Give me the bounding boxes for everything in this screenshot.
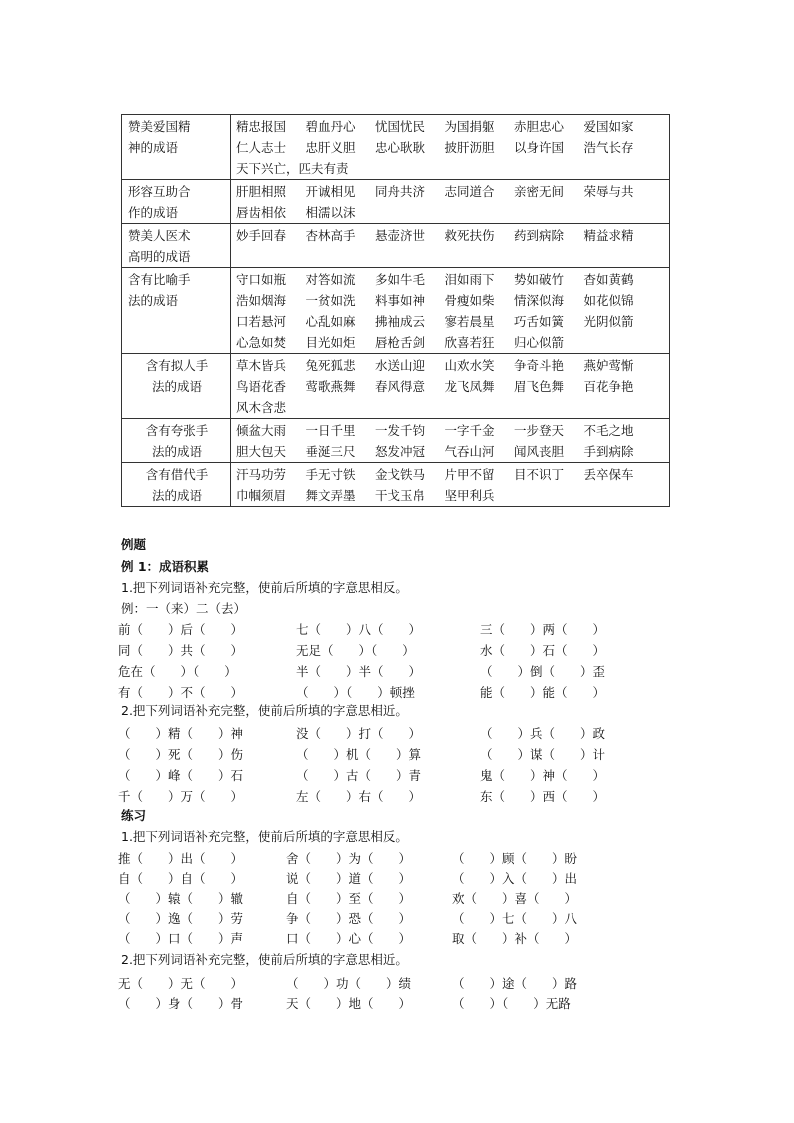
- idiom-item: 浩气长存: [583, 140, 634, 155]
- idiom-item: 以身许国: [514, 140, 565, 155]
- fill-in-item: 欢（ ）喜（ ）: [452, 891, 578, 906]
- idiom-item: 燕妒莺惭: [583, 358, 634, 373]
- idiom-item: 亲密无间: [514, 184, 565, 199]
- category-cell: [122, 180, 231, 224]
- category-label: 作的成语: [128, 205, 179, 220]
- idiom-item: 春风得意: [375, 379, 426, 394]
- fill-in-item: 自（ ）自（ ）: [118, 871, 244, 886]
- fill-in-item: 左（ ）右（ ）: [296, 789, 422, 804]
- fill-in-item: 说（ ）道（ ）: [286, 871, 412, 886]
- idiom-item: 碧血丹心: [305, 119, 356, 134]
- idiom-item: 兔死狐悲: [305, 358, 356, 373]
- idiom-item: 山欢水笑: [444, 358, 495, 373]
- idiom-item: 同舟共济: [375, 184, 426, 199]
- category-cell: [122, 463, 231, 507]
- category-label: 赞美人医术: [128, 228, 191, 243]
- idiom-item: 骨瘦如柴: [444, 293, 495, 308]
- fill-in-item: （ ）（ ）无路: [452, 996, 571, 1011]
- category-cell: [122, 224, 231, 268]
- idiom-item: 一发千钧: [375, 423, 426, 438]
- idiom-item: 天下兴亡，匹夫有责: [236, 161, 349, 176]
- question-2-instruction: 2.把下列词语补充完整，使前后所填的字意思相近。: [121, 703, 408, 718]
- idiom-item: 丢卒保车: [583, 467, 634, 482]
- idiom-table-row: [122, 224, 670, 268]
- fill-in-item: 危在（ ）（ ）: [118, 664, 237, 679]
- idiom-list-cell: [231, 180, 670, 224]
- idiom-item: 目光如炬: [305, 335, 356, 350]
- idiom-item: 巧舌如簧: [514, 314, 565, 329]
- idiom-item: 料事如神: [375, 293, 426, 308]
- idiom-item: 相濡以沫: [305, 205, 356, 220]
- fill-in-item: （ ）功（ ）绩: [286, 976, 412, 991]
- fill-in-item: 有（ ）不（ ）: [118, 685, 244, 700]
- idiom-item: 忠心耿耿: [375, 140, 426, 155]
- idiom-item: 归心似箭: [514, 335, 565, 350]
- category-label: 高明的成语: [128, 249, 191, 264]
- fill-in-item: （ ）入（ ）出: [452, 871, 578, 886]
- fill-in-item: （ ）峰（ ）石: [118, 768, 244, 783]
- idiom-item: 莺歌燕舞: [305, 379, 356, 394]
- idiom-item: 为国捐躯: [444, 119, 495, 134]
- fill-in-item: 东（ ）西（ ）: [480, 789, 606, 804]
- fill-in-item: （ ）死（ ）伤: [118, 747, 244, 762]
- idiom-item: 金戈铁马: [375, 467, 426, 482]
- fill-in-item: 无足（ ）（ ）: [296, 643, 415, 658]
- idiom-item: 杏林高手: [305, 228, 356, 243]
- category-cell: [122, 419, 231, 463]
- question-1-instruction: 1.把下列词语补充完整，使前后所填的字意思相反。: [121, 580, 408, 595]
- idiom-item: 垂涎三尺: [305, 444, 356, 459]
- category-cell: [122, 354, 231, 419]
- idiom-item: 赤胆忠心: [514, 119, 565, 134]
- fill-in-item: 七（ ）八（ ）: [296, 622, 422, 637]
- category-label: 神的成语: [128, 140, 179, 155]
- category-label: 法的成语: [151, 488, 202, 503]
- idiom-item: 心乱如麻: [305, 314, 356, 329]
- idiom-item: 浩如烟海: [236, 293, 287, 308]
- idiom-table-row: [122, 180, 670, 224]
- idiom-item: 荣辱与共: [583, 184, 634, 199]
- idiom-item: 争奇斗艳: [514, 358, 565, 373]
- fill-in-item: 舍（ ）为（ ）: [286, 851, 412, 866]
- idiom-item: 心急如焚: [236, 335, 287, 350]
- category-cell: [122, 115, 231, 180]
- section-title: 例题: [121, 537, 147, 552]
- fill-in-item: （ ）倒（ ）歪: [480, 664, 606, 679]
- idiom-item: 悬壶济世: [375, 228, 426, 243]
- category-label: 含有拟人手: [145, 358, 209, 373]
- idiom-item: 肝胆相照: [236, 184, 287, 199]
- fill-in-item: （ ）身（ ）骨: [118, 996, 244, 1011]
- fill-in-item: 水（ ）石（ ）: [480, 643, 606, 658]
- idiom-list-cell: [231, 354, 670, 419]
- idiom-item: 一步登天: [514, 423, 565, 438]
- idiom-item: 精益求精: [583, 228, 634, 243]
- idiom-item: 百花争艳: [583, 379, 634, 394]
- idiom-item: 精忠报国: [236, 119, 287, 134]
- fill-in-item: 推（ ）出（ ）: [118, 851, 244, 866]
- idiom-item: 口若悬河: [236, 314, 287, 329]
- idiom-item: 情深似海: [514, 293, 565, 308]
- fill-in-item: （ ）古（ ）青: [296, 768, 422, 783]
- category-label: 含有夸张手: [145, 423, 209, 438]
- idiom-item: 闻风丧胆: [514, 444, 565, 459]
- idiom-item: 爱国如家: [583, 119, 634, 134]
- fill-in-item: （ ）逸（ ）劳: [118, 911, 244, 926]
- category-label: 法的成语: [151, 444, 202, 459]
- idiom-item: 披肝沥胆: [444, 140, 495, 155]
- category-label: 含有比喻手: [128, 272, 191, 287]
- fill-in-item: （ ）机（ ）算: [296, 747, 422, 762]
- idiom-item: 志同道合: [444, 184, 495, 199]
- idiom-item: 妙手回春: [236, 228, 287, 243]
- fill-in-item: 前（ ）后（ ）: [118, 622, 244, 637]
- idiom-item: 如花似锦: [583, 293, 634, 308]
- idiom-item: 药到病除: [514, 228, 565, 243]
- idiom-item: 眉飞色舞: [514, 379, 565, 394]
- category-label: 形容互助合: [128, 184, 191, 199]
- idiom-item: 欣喜若狂: [444, 335, 495, 350]
- fill-in-item: 天（ ）地（ ）: [286, 996, 412, 1011]
- category-label: 含有借代手: [145, 467, 209, 482]
- idiom-item: 汗马功劳: [236, 467, 287, 482]
- idiom-item: 风木含悲: [236, 400, 287, 415]
- example-line: 例：一（来）二（去）: [121, 601, 247, 616]
- category-cell: [122, 268, 231, 354]
- idiom-list-cell: [231, 463, 670, 507]
- example-1-title: 例 1：成语积累: [121, 559, 210, 574]
- fill-in-item: 能（ ）能（ ）: [480, 685, 606, 700]
- idiom-item: 光阴似箭: [583, 314, 634, 329]
- fill-in-item: （ ）谋（ ）计: [480, 747, 606, 762]
- idiom-list-cell: [231, 268, 670, 354]
- idiom-item: 救死扶伤: [444, 228, 495, 243]
- idiom-item: 忧国忧民: [375, 119, 426, 134]
- fill-in-item: （ ）顾（ ）盼: [452, 851, 578, 866]
- idiom-item: 片甲不留: [444, 467, 495, 482]
- idiom-item: 坚甲利兵: [444, 488, 495, 503]
- fill-in-item: 自（ ）至（ ）: [286, 891, 412, 906]
- idiom-item: 唇齿相依: [236, 205, 287, 220]
- idiom-list-cell: [231, 419, 670, 463]
- fill-in-item: 取（ ）补（ ）: [452, 931, 578, 946]
- fill-in-item: 半（ ）半（ ）: [296, 664, 422, 679]
- idiom-list-cell: [231, 224, 670, 268]
- idiom-item: 水送山迎: [375, 358, 426, 373]
- idiom-table-row: [122, 268, 670, 354]
- idiom-item: 干戈玉帛: [375, 488, 426, 503]
- idiom-item: 手无寸铁: [305, 467, 356, 482]
- fill-in-item: （ ）口（ ）声: [118, 931, 244, 946]
- idiom-item: 手到病除: [583, 444, 634, 459]
- idiom-item: 倾盆大雨: [236, 423, 287, 438]
- idiom-item: 舞文弄墨: [305, 488, 356, 503]
- fill-in-item: 没（ ）打（ ）: [296, 726, 422, 741]
- idiom-item: 一贫如洗: [305, 293, 356, 308]
- fill-in-item: （ ）途（ ）路: [452, 976, 578, 991]
- fill-in-item: （ ）（ ）顿挫: [296, 685, 415, 700]
- idiom-list-cell: [231, 115, 670, 180]
- idiom-item: 唇枪舌剑: [375, 335, 426, 350]
- idiom-item: 忠肝义胆: [305, 140, 356, 155]
- practice-title: 练习: [121, 808, 147, 823]
- category-label: 赞美爱国精: [128, 119, 191, 134]
- idiom-item: 多如牛毛: [375, 272, 426, 287]
- idiom-item: 势如破竹: [514, 272, 565, 287]
- idiom-item: 龙飞凤舞: [444, 379, 495, 394]
- category-label: 法的成语: [151, 379, 202, 394]
- category-label: 法的成语: [128, 293, 179, 308]
- practice-1-instruction: 1.把下列词语补充完整，使前后所填的字意思相反。: [121, 829, 408, 844]
- idiom-table: [121, 114, 670, 507]
- idiom-item: 守口如瓶: [236, 272, 287, 287]
- idiom-table-row: [122, 419, 670, 463]
- idiom-item: 对答如流: [305, 272, 356, 287]
- fill-in-item: （ ）兵（ ）政: [480, 726, 606, 741]
- idiom-item: 开诚相见: [305, 184, 356, 199]
- idiom-item: 气吞山河: [444, 444, 495, 459]
- idiom-item: 鸟语花香: [236, 379, 287, 394]
- fill-in-item: （ ）辕（ ）辙: [118, 891, 244, 906]
- idiom-item: 草木皆兵: [236, 358, 287, 373]
- idiom-item: 泪如雨下: [444, 272, 495, 287]
- idiom-item: 一日千里: [305, 423, 356, 438]
- idiom-item: 巾帼须眉: [236, 488, 287, 503]
- idiom-item: 一字千金: [444, 423, 495, 438]
- fill-in-item: 争（ ）恐（ ）: [286, 911, 412, 926]
- fill-in-item: 三（ ）两（ ）: [480, 622, 606, 637]
- fill-in-item: 无（ ）无（ ）: [118, 976, 244, 991]
- idiom-item: 怒发冲冠: [375, 444, 426, 459]
- fill-in-item: （ ）精（ ）神: [118, 726, 244, 741]
- idiom-item: 拂袖成云: [375, 314, 426, 329]
- idiom-table-row: [122, 463, 670, 507]
- fill-in-item: 同（ ）共（ ）: [118, 643, 244, 658]
- idiom-item: 杳如黄鹤: [583, 272, 634, 287]
- fill-in-item: 鬼（ ）神（ ）: [480, 768, 606, 783]
- idiom-item: 胆大包天: [236, 444, 287, 459]
- fill-in-item: 千（ ）万（ ）: [118, 789, 244, 804]
- fill-in-item: 口（ ）心（ ）: [286, 931, 412, 946]
- idiom-item: 仁人志士: [236, 140, 287, 155]
- idiom-item: 目不识丁: [514, 467, 565, 482]
- idiom-item: 寥若晨星: [444, 314, 495, 329]
- fill-in-item: （ ）七（ ）八: [452, 911, 578, 926]
- idiom-table-row: [122, 354, 670, 419]
- practice-2-instruction: 2.把下列词语补充完整，使前后所填的字意思相近。: [121, 952, 408, 967]
- idiom-table-row: [122, 115, 670, 180]
- idiom-item: 不毛之地: [583, 423, 634, 438]
